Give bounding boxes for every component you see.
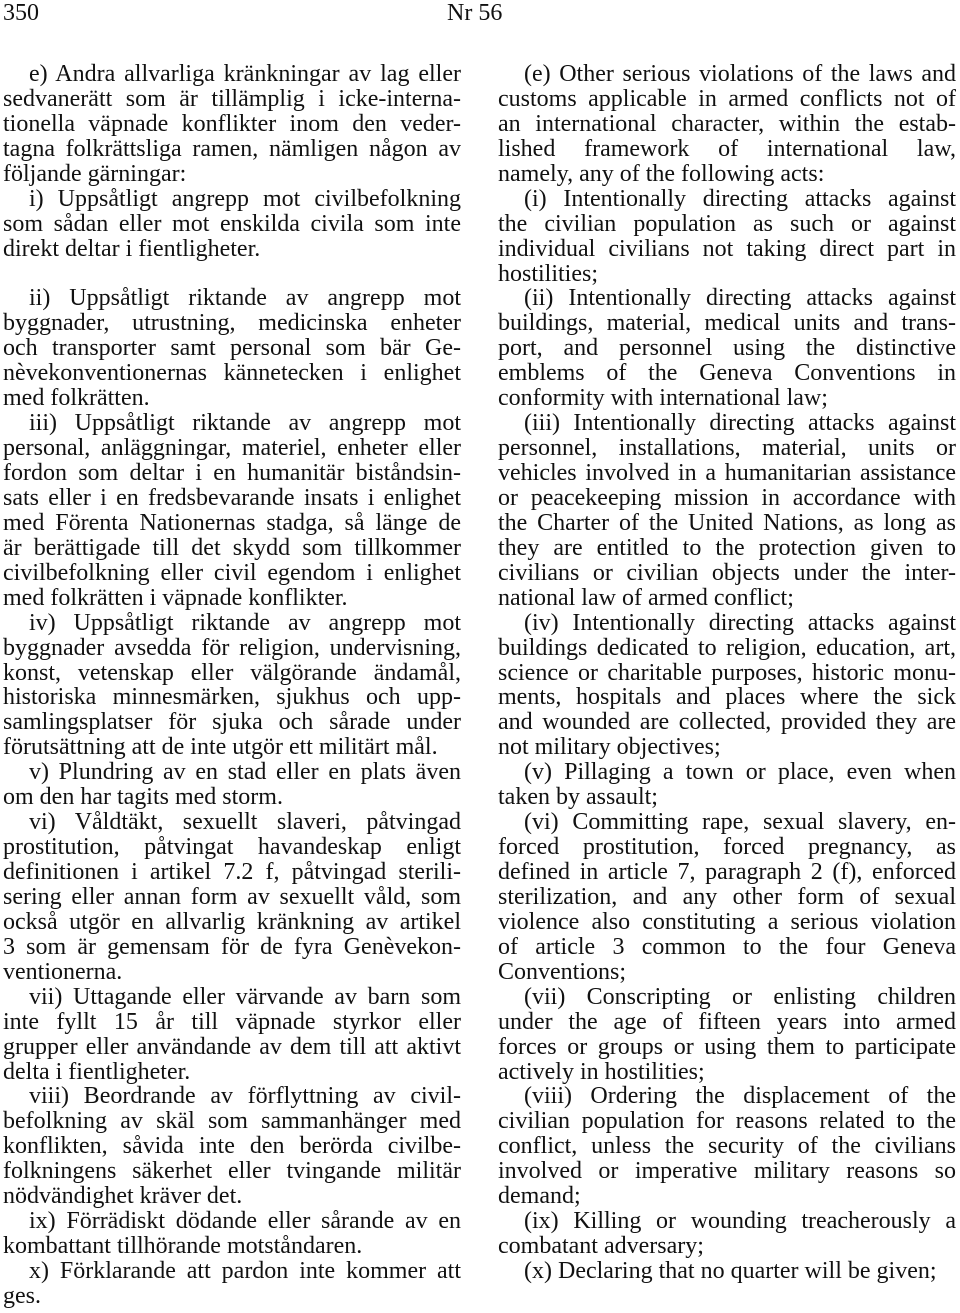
text-line: nödvändighet kräver det. xyxy=(3,1183,243,1210)
text-line: ments, hospitals and places where the sick xyxy=(498,684,956,711)
paragraph xyxy=(498,810,956,985)
text-line: buildings, material, medical units and trans- xyxy=(498,310,956,337)
text-line: Conventions; xyxy=(498,958,627,985)
text-line: civilians or civilian objects under the inter- xyxy=(498,559,956,586)
text-line: personnel, installations, material, units or xyxy=(498,435,956,462)
text-line: customs applicable in armed conflicts not of xyxy=(498,85,956,112)
text-line: kombattant tillhörande motståndaren. xyxy=(3,1233,363,1260)
text-line: med Förenta Nationernas stadga, så länge de xyxy=(3,509,461,536)
text-line: historiska minnesmärken, sjukhus och upp- xyxy=(3,684,461,711)
text-line: emblems of the Geneva Conventions in xyxy=(498,360,956,387)
text-line: sats eller i en fredsbevarande insats i enlighet xyxy=(3,484,461,511)
text-line: tagna folkrättsliga ramen, nämligen någon av xyxy=(3,135,461,162)
text-line: med folkrätten i väpnade konflikter. xyxy=(3,584,348,611)
text-line: ges. xyxy=(3,1282,41,1309)
paragraph xyxy=(498,411,956,611)
page-header xyxy=(0,0,960,26)
paragraph xyxy=(3,1209,461,1259)
paragraph xyxy=(3,62,461,187)
text-line: sedvanerätt som är tillämplig i icke-interna- xyxy=(3,85,461,112)
text-line: (iv) Intentionally directing attacks against xyxy=(524,609,956,636)
text-line: i) Uppsåtligt angrepp mot civilbefolkning xyxy=(29,185,461,212)
text-line: 3 som är gemensam för de fyra Genèvekon- xyxy=(3,933,461,960)
text-line: (vii) Conscripting or enlisting children xyxy=(524,983,956,1010)
text-line: (ii) Intentionally directing attacks against xyxy=(524,285,956,312)
paragraph xyxy=(498,62,956,187)
text-line: under the age of fifteen years into armed xyxy=(498,1008,956,1035)
text-line: definitionen i artikel 7.2 f, påtvingad sterili- xyxy=(3,859,461,885)
page-number: 350 xyxy=(3,0,39,26)
text-line: befolkning av skäl som sammanhänger med xyxy=(3,1108,461,1135)
text-line: and wounded are collected, provided they are xyxy=(498,709,956,736)
text-line: sterilization, and any other form of sexual xyxy=(498,883,956,910)
text-line: vii) Uttagande eller värvande av barn som xyxy=(29,983,461,1010)
text-line: inte fyllt 15 år till väpnade styrkor eller xyxy=(3,1008,461,1035)
text-line: iii) Uppsåtligt riktande av angrepp mot xyxy=(29,410,461,437)
text-line: delta i fientligheter. xyxy=(3,1058,191,1085)
text-line: (x) Declaring that no quarter will be given; xyxy=(524,1258,937,1284)
text-line: civilian population for reasons related to the xyxy=(498,1108,956,1135)
text-line: national law of armed conflict; xyxy=(498,584,794,611)
text-line: med folkrätten. xyxy=(3,385,150,412)
text-line: taken by assault; xyxy=(498,784,658,811)
text-line: civilbefolkning eller civil egendom i enlighet xyxy=(3,559,461,586)
text-line: science or charitable purposes, historic monu- xyxy=(498,659,956,686)
text-line: actively in hostilities; xyxy=(498,1058,705,1085)
text-line: namely, any of the following acts: xyxy=(498,160,825,187)
text-line: grupper eller användande av dem till att aktivt xyxy=(3,1033,461,1060)
paragraph xyxy=(498,1209,956,1259)
text-line: ix) Förrädiskt dödande eller sårande av en xyxy=(29,1208,461,1235)
text-line: they are entitled to the protection given to xyxy=(498,534,956,561)
text-line: (i) Intentionally directing attacks against xyxy=(524,185,956,212)
text-line: (iii) Intentionally directing attacks against xyxy=(524,410,956,437)
text-line: lished framework of international law, xyxy=(498,135,956,162)
issue-number: Nr 56 xyxy=(447,0,503,26)
text-line: som sådan eller mot enskilda civila som inte xyxy=(3,210,461,237)
text-line: forces or groups or using them to participate xyxy=(498,1033,956,1060)
text-line: konflikten, såvida inte den berörda civilbe- xyxy=(3,1133,461,1160)
paragraph xyxy=(3,1259,461,1309)
paragraph xyxy=(498,187,956,287)
text-line: prostitution, påtvingat havandeskap enligt xyxy=(3,834,461,861)
text-line: buildings dedicated to religion, education, art, xyxy=(498,634,956,661)
text-line: tionella väpnade konflikter inom den veder- xyxy=(3,110,461,137)
text-line: vehicles involved in a humanitarian assistance xyxy=(498,460,956,486)
paragraph xyxy=(3,611,461,761)
text-line: är berättigade till det skydd som tillkommer xyxy=(3,534,461,561)
text-line: (e) Other serious violations of the laws and xyxy=(524,61,956,87)
text-line: också utgör en allvarlig kränkning av artikel xyxy=(3,908,461,935)
text-line: konst, vetenskap eller välgörande ändamål, xyxy=(3,659,461,686)
text-line: folkningens säkerhet eller tvingande militär xyxy=(3,1158,461,1185)
paragraph xyxy=(498,611,956,761)
text-line: v) Plundring av en stad eller en plats även xyxy=(29,759,461,786)
text-line: ii) Uppsåtligt riktande av angrepp mot xyxy=(29,285,461,312)
text-line: och transporter samt personal som bär Ge- xyxy=(3,335,461,362)
paragraph xyxy=(3,187,461,262)
paragraph xyxy=(3,411,461,611)
text-line: följande gärningar: xyxy=(3,160,187,187)
text-line: förutsättning att de inte utgör ett militärt mål. xyxy=(3,734,438,761)
text-line: port, and personnel using the distinctive xyxy=(498,335,956,362)
paragraph xyxy=(3,760,461,810)
text-line: the civilian population as such or against xyxy=(498,210,956,237)
text-line: om den har tagits med storm. xyxy=(3,784,283,811)
text-line: iv) Uppsåtligt riktande av angrepp mot xyxy=(29,609,461,636)
paragraph xyxy=(3,985,461,1085)
text-line: vi) Våldtäkt, sexuellt slaveri, påtvingad xyxy=(29,809,461,836)
text-line: direkt deltar i fientligheter. xyxy=(3,235,261,262)
text-line: fordon som deltar i en humanitär biståndsin- xyxy=(3,460,461,486)
text-line: an international character, within the estab- xyxy=(498,110,956,137)
text-line: combatant adversary; xyxy=(498,1233,704,1260)
english-text-column xyxy=(498,62,956,1284)
text-line: e) Andra allvarliga kränkningar av lag eller xyxy=(29,61,461,87)
text-line: violence also constituting a serious violation xyxy=(498,908,956,935)
paragraph xyxy=(3,810,461,985)
text-line: the Charter of the United Nations, as long as xyxy=(498,509,956,536)
text-line: (v) Pillaging a town or place, even when xyxy=(524,759,956,786)
text-line: x) Förklarande att pardon inte kommer att xyxy=(29,1258,461,1284)
text-line: of article 3 common to the four Geneva xyxy=(498,933,956,960)
text-line: conflict, unless the security of the civilians xyxy=(498,1133,956,1160)
text-line: personal, anläggningar, materiel, enheter eller xyxy=(3,435,461,462)
text-line: hostilities; xyxy=(498,260,599,287)
paragraph xyxy=(498,1084,956,1209)
text-line: involved or imperative military reasons so xyxy=(498,1158,956,1185)
paragraph xyxy=(498,985,956,1085)
text-line: (viii) Ordering the displacement of the xyxy=(524,1083,956,1110)
text-line: ventionerna. xyxy=(3,958,123,985)
paragraph xyxy=(3,1084,461,1209)
text-line: (ix) Killing or wounding treacherously a xyxy=(524,1208,956,1235)
text-line: (vi) Committing rape, sexual slavery, en- xyxy=(524,809,956,836)
text-line: nèvekonventionernas kännetecken i enlighet xyxy=(3,360,461,387)
text-line: byggnader, utrustning, medicinska enheter xyxy=(3,310,461,337)
swedish-text-column xyxy=(3,62,461,1309)
paragraph xyxy=(498,1259,956,1284)
text-line: demand; xyxy=(498,1183,581,1210)
text-line: not military objectives; xyxy=(498,734,721,761)
text-line: or peacekeeping mission in accordance with xyxy=(498,484,956,511)
text-line: samlingsplatser för sjuka och sårade under xyxy=(3,709,461,736)
text-line: viii) Beordrande av förflyttning av civil- xyxy=(29,1083,461,1110)
paragraph xyxy=(498,760,956,810)
text-line: forced prostitution, forced pregnancy, as xyxy=(498,834,956,861)
paragraph xyxy=(498,286,956,411)
text-line: sering eller annan form av sexuellt våld, som xyxy=(3,883,461,910)
text-line: byggnader avsedda för religion, undervisning, xyxy=(3,634,461,661)
paragraph xyxy=(3,286,461,411)
text-line: conformity with international law; xyxy=(498,385,828,412)
text-line: individual civilians not taking direct part in xyxy=(498,235,956,262)
text-line: defined in article 7, paragraph 2 (f), enforced xyxy=(498,859,956,885)
